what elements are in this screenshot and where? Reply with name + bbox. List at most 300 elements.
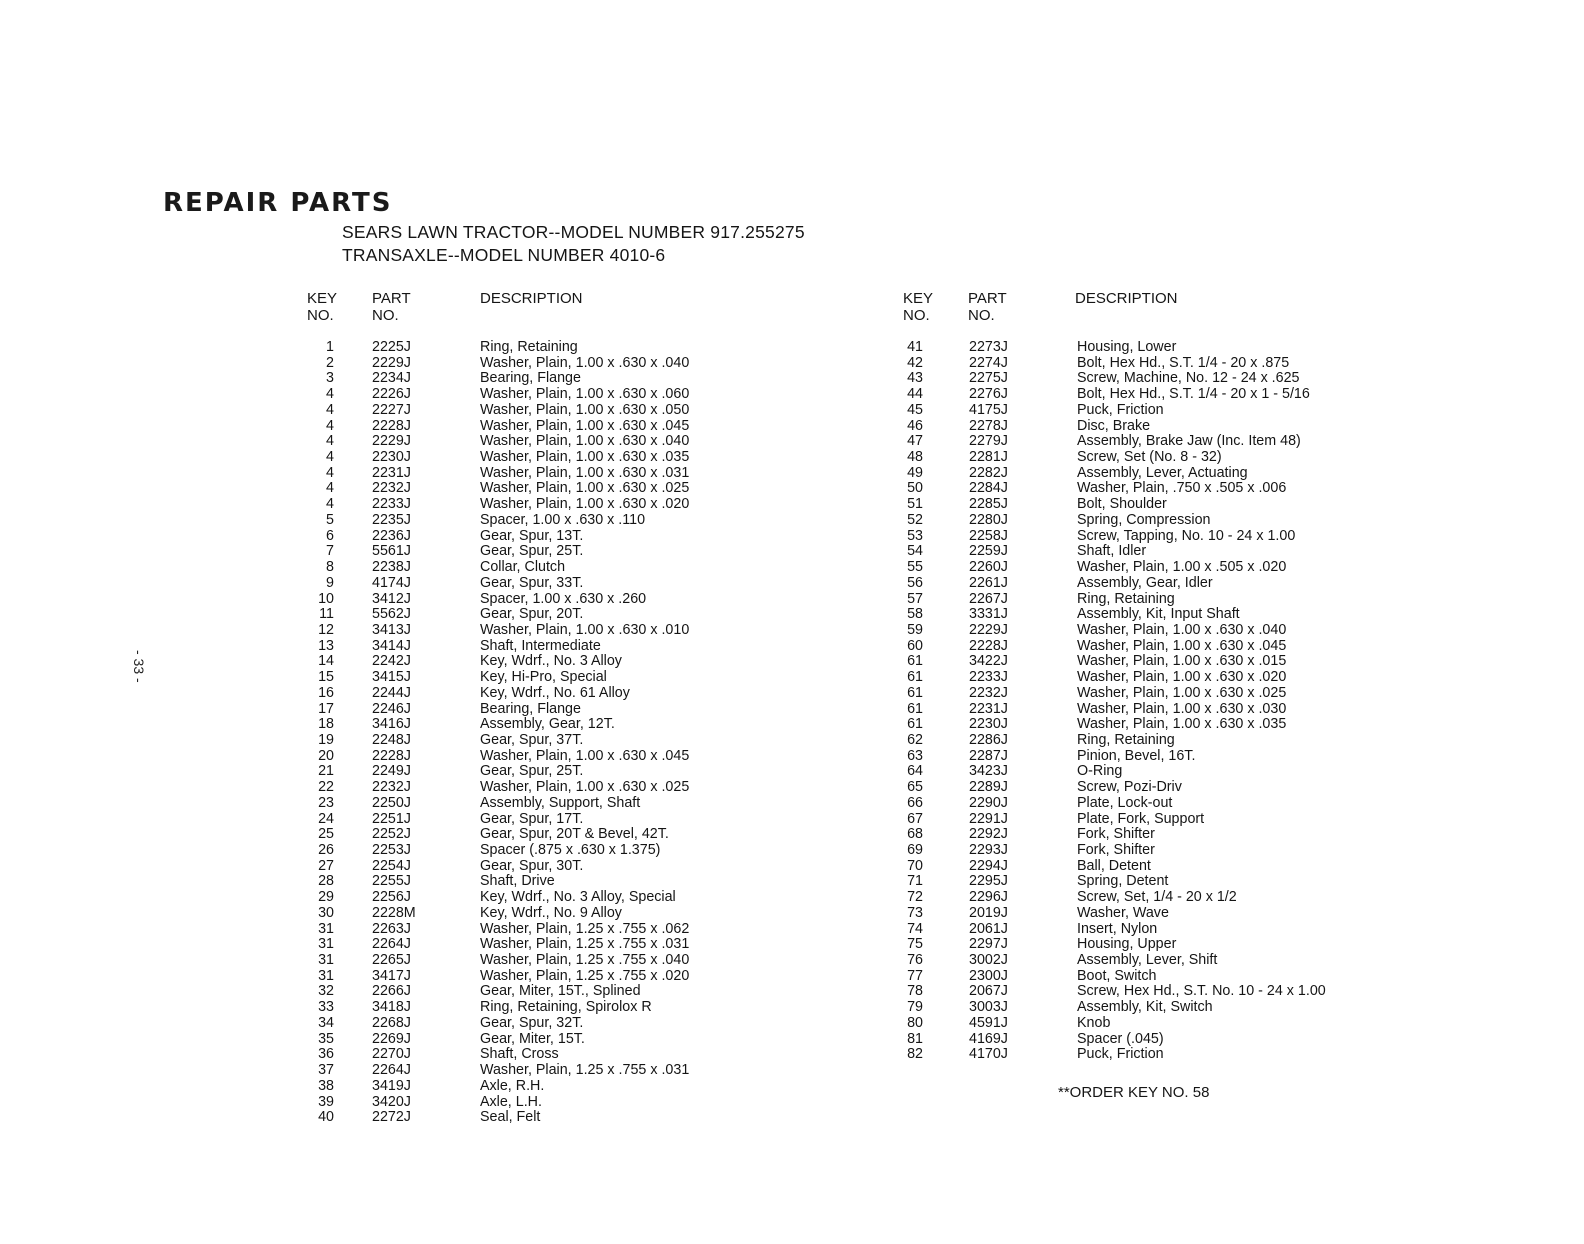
part-number: 2273J <box>969 339 1008 355</box>
part-number: 2275J <box>969 370 1008 387</box>
key-number: 59 <box>907 621 923 638</box>
key-number: 4 <box>326 480 334 497</box>
key-number: 14 <box>318 653 334 670</box>
key-header-line2: NO. <box>903 307 930 324</box>
key-number: 45 <box>907 401 923 418</box>
parts-row <box>905 702 1385 718</box>
key-number: 31 <box>318 936 334 953</box>
parts-row <box>310 403 760 419</box>
key-number: 66 <box>907 794 923 811</box>
part-description: Spacer (.045) <box>1077 1030 1164 1047</box>
parts-row <box>905 812 1385 828</box>
part-description: Key, Wdrf., No. 3 Alloy <box>480 653 622 670</box>
parts-row <box>905 906 1385 922</box>
part-number: 3413J <box>372 621 411 638</box>
key-number: 81 <box>907 1030 923 1047</box>
key-number: 26 <box>318 842 334 858</box>
key-number: 79 <box>907 999 923 1016</box>
parts-row <box>310 922 760 938</box>
key-number: 25 <box>318 826 334 843</box>
parts-row <box>310 623 760 639</box>
key-number: 77 <box>907 967 923 984</box>
part-number: 2254J <box>372 857 411 874</box>
parts-row <box>310 1063 760 1079</box>
key-number: 61 <box>907 700 923 717</box>
part-description: Gear, Spur, 25T. <box>480 763 584 780</box>
part-header-line2: NO. <box>968 307 995 324</box>
parts-row <box>310 702 760 718</box>
key-number: 46 <box>907 417 923 434</box>
parts-row <box>905 874 1385 890</box>
parts-row <box>310 481 760 497</box>
key-number: 33 <box>318 999 334 1016</box>
parts-row <box>905 544 1385 560</box>
part-description: Washer, Plain, 1.00 x .630 x .025 <box>480 779 690 796</box>
key-number: 20 <box>318 747 334 764</box>
key-number: 4 <box>326 433 334 450</box>
part-description: Screw, Set, 1/4 - 20 x 1/2 <box>1077 889 1237 906</box>
part-description: Washer, Plain, 1.00 x .630 x .040 <box>480 433 690 450</box>
part-number: 3423J <box>969 763 1008 780</box>
part-description: Washer, Plain, 1.00 x .630 x .035 <box>480 449 690 466</box>
part-number: 4170J <box>969 1046 1008 1063</box>
part-description: Washer, Plain, 1.00 x .630 x .040 <box>480 354 690 371</box>
parts-row <box>310 890 760 906</box>
parts-row <box>905 387 1385 403</box>
part-description: Axle, R.H. <box>480 1077 545 1094</box>
part-number: 2267J <box>969 590 1008 607</box>
part-number: 2259J <box>969 543 1008 560</box>
parts-row <box>905 497 1385 513</box>
key-number: 64 <box>907 763 923 780</box>
part-number: 2255J <box>372 873 411 890</box>
part-number: 2251J <box>372 810 411 827</box>
parts-row <box>905 371 1385 387</box>
key-number: 4 <box>326 496 334 513</box>
part-number: 4174J <box>372 574 411 591</box>
parts-row <box>310 419 760 435</box>
parts-row <box>310 827 760 843</box>
parts-row <box>310 953 760 969</box>
parts-row <box>905 984 1385 1000</box>
key-number: 13 <box>318 637 334 654</box>
key-number: 61 <box>907 669 923 686</box>
parts-row <box>905 403 1385 419</box>
part-description: Shaft, Intermediate <box>480 637 601 654</box>
parts-row <box>310 733 760 749</box>
part-number: 2244J <box>372 684 411 701</box>
key-number: 57 <box>907 590 923 607</box>
key-number: 62 <box>907 731 923 748</box>
parts-row <box>905 843 1385 859</box>
part-description: Spacer, 1.00 x .630 x .260 <box>480 590 647 607</box>
part-number: 2279J <box>969 433 1008 450</box>
part-description: Washer, Plain, 1.00 x .630 x .045 <box>1077 637 1287 654</box>
part-number: 4169J <box>969 1030 1008 1047</box>
part-number: 2250J <box>372 794 411 811</box>
left-description-header: DESCRIPTION <box>480 290 583 307</box>
key-number: 36 <box>318 1046 334 1063</box>
part-number: 2282J <box>969 464 1008 481</box>
parts-row <box>905 466 1385 482</box>
part-description: Disc, Brake <box>1077 417 1151 434</box>
part-description: Spring, Detent <box>1077 873 1169 890</box>
part-number: 2285J <box>969 496 1008 513</box>
part-description: Washer, Plain, 1.00 x .630 x .010 <box>480 621 690 638</box>
key-number: 60 <box>907 637 923 654</box>
key-number: 80 <box>907 1014 923 1031</box>
parts-row <box>310 576 760 592</box>
key-number: 4 <box>326 464 334 481</box>
parts-row <box>905 450 1385 466</box>
key-number: 10 <box>318 590 334 607</box>
part-number: 2230J <box>372 449 411 466</box>
parts-row <box>905 356 1385 372</box>
key-number: 19 <box>318 731 334 748</box>
parts-row <box>310 560 760 576</box>
key-number: 4 <box>326 417 334 434</box>
part-description: Plate, Lock-out <box>1077 794 1173 811</box>
part-description: Washer, Plain, 1.00 x .630 x .030 <box>1077 700 1287 717</box>
page-number: - 33 - <box>131 650 147 683</box>
part-number: 2297J <box>969 936 1008 953</box>
part-description: Gear, Miter, 15T., Splined <box>480 983 641 1000</box>
parts-row <box>310 639 760 655</box>
parts-row <box>310 371 760 387</box>
key-number: 38 <box>318 1077 334 1094</box>
parts-row <box>310 906 760 922</box>
key-number: 75 <box>907 936 923 953</box>
part-description: Spacer (.875 x .630 x 1.375) <box>480 842 661 858</box>
part-header-line1: PART <box>372 290 411 307</box>
part-number: 2278J <box>969 417 1008 434</box>
key-number: 37 <box>318 1062 334 1079</box>
part-number: 2287J <box>969 747 1008 764</box>
part-description: Shaft, Cross <box>480 1046 559 1063</box>
part-number: 2227J <box>372 401 411 418</box>
part-description: Ring, Retaining <box>480 339 578 355</box>
parts-row <box>905 1000 1385 1016</box>
part-number: 2300J <box>969 967 1008 984</box>
key-number: 56 <box>907 574 923 591</box>
part-number: 2272J <box>372 1109 411 1126</box>
part-number: 3417J <box>372 967 411 984</box>
part-description: Gear, Spur, 33T. <box>480 574 584 591</box>
parts-row <box>310 1047 760 1063</box>
key-number: 6 <box>326 527 334 544</box>
part-number: 2235J <box>372 511 411 528</box>
part-number: 2256J <box>372 889 411 906</box>
part-description: Bearing, Flange <box>480 700 581 717</box>
parts-row <box>905 434 1385 450</box>
part-number: 2228J <box>372 417 411 434</box>
key-number: 4 <box>326 449 334 466</box>
parts-row <box>905 796 1385 812</box>
key-number: 48 <box>907 449 923 466</box>
right-key-header <box>903 290 933 324</box>
part-description: Assembly, Brake Jaw (Inc. Item 48) <box>1077 433 1301 450</box>
parts-row <box>905 969 1385 985</box>
key-number: 7 <box>326 543 334 560</box>
key-number: 32 <box>318 983 334 1000</box>
part-description: Ring, Retaining <box>1077 731 1175 748</box>
part-description: Washer, Plain, 1.00 x .630 x .025 <box>1077 684 1287 701</box>
part-description: Washer, Plain, 1.00 x .630 x .020 <box>1077 669 1287 686</box>
part-description: Washer, Plain, 1.25 x .755 x .020 <box>480 967 690 984</box>
key-number: 27 <box>318 857 334 874</box>
part-description: Assembly, Lever, Actuating <box>1077 464 1248 481</box>
parts-row <box>310 984 760 1000</box>
part-number: 2280J <box>969 511 1008 528</box>
part-description: Washer, Plain, 1.00 x .630 x .015 <box>1077 653 1287 670</box>
parts-row <box>905 922 1385 938</box>
key-number: 61 <box>907 653 923 670</box>
part-number: 2233J <box>372 496 411 513</box>
part-description: Puck, Friction <box>1077 1046 1164 1063</box>
part-description: Gear, Spur, 30T. <box>480 857 584 874</box>
part-description: Key, Wdrf., No. 9 Alloy <box>480 904 622 921</box>
key-number: 5 <box>326 511 334 528</box>
parts-row <box>905 780 1385 796</box>
parts-row <box>310 859 760 875</box>
part-description: Pinion, Bevel, 16T. <box>1077 747 1196 764</box>
key-number: 72 <box>907 889 923 906</box>
key-number: 4 <box>326 386 334 403</box>
part-number: 2284J <box>969 480 1008 497</box>
parts-row <box>905 953 1385 969</box>
part-description: Washer, Plain, .750 x .505 x .006 <box>1077 480 1287 497</box>
part-number: 2225J <box>372 339 411 355</box>
part-description: Screw, Hex Hd., S.T. No. 10 - 24 x 1.00 <box>1077 983 1326 1000</box>
key-number: 23 <box>318 794 334 811</box>
part-number: 2230J <box>969 716 1008 733</box>
part-number: 2293J <box>969 842 1008 858</box>
parts-row <box>310 764 760 780</box>
part-description: Washer, Plain, 1.00 x .630 x .035 <box>1077 716 1287 733</box>
parts-row <box>310 780 760 796</box>
key-number: 35 <box>318 1030 334 1047</box>
part-number: 2228J <box>372 747 411 764</box>
parts-row <box>905 513 1385 529</box>
part-number: 2264J <box>372 1062 411 1079</box>
part-description: O-Ring <box>1077 763 1123 780</box>
part-description: Knob <box>1077 1014 1111 1031</box>
part-description: Housing, Upper <box>1077 936 1177 953</box>
key-number: 18 <box>318 716 334 733</box>
part-number: 3002J <box>969 952 1008 969</box>
key-number: 52 <box>907 511 923 528</box>
key-number: 58 <box>907 606 923 623</box>
part-number: 2067J <box>969 983 1008 1000</box>
parts-row <box>905 717 1385 733</box>
key-header-line1: KEY <box>307 290 338 307</box>
part-description: Assembly, Kit, Input Shaft <box>1077 606 1240 623</box>
parts-row <box>905 733 1385 749</box>
part-header-line1: PART <box>968 290 1007 307</box>
left-part-header <box>372 290 411 324</box>
key-number: 63 <box>907 747 923 764</box>
part-number: 2226J <box>372 386 411 403</box>
part-number: 5561J <box>372 543 411 560</box>
right-description-header: DESCRIPTION <box>1075 290 1178 307</box>
part-description: Bolt, Shoulder <box>1077 496 1167 513</box>
part-number: 3420J <box>372 1093 411 1110</box>
part-description: Washer, Plain, 1.00 x .630 x .050 <box>480 401 690 418</box>
key-number: 73 <box>907 904 923 921</box>
key-number: 55 <box>907 559 923 576</box>
part-number: 4175J <box>969 401 1008 418</box>
key-number: 31 <box>318 952 334 969</box>
parts-row <box>310 812 760 828</box>
parts-row <box>310 1110 760 1126</box>
part-description: Seal, Felt <box>480 1109 541 1126</box>
part-number: 2231J <box>969 700 1008 717</box>
left-key-header <box>307 290 337 324</box>
part-number: 2249J <box>372 763 411 780</box>
part-number: 5562J <box>372 606 411 623</box>
part-number: 2229J <box>372 354 411 371</box>
key-number: 11 <box>319 606 334 623</box>
part-number: 4591J <box>969 1014 1008 1031</box>
key-number: 61 <box>907 716 923 733</box>
part-number: 2233J <box>969 669 1008 686</box>
part-description: Washer, Plain, 1.00 x .630 x .045 <box>480 747 690 764</box>
part-description: Axle, L.H. <box>480 1093 542 1110</box>
parts-row <box>905 859 1385 875</box>
part-number: 2229J <box>372 433 411 450</box>
part-description: Gear, Spur, 25T. <box>480 543 584 560</box>
parts-row <box>905 529 1385 545</box>
part-description: Gear, Spur, 13T. <box>480 527 584 544</box>
part-description: Washer, Plain, 1.25 x .755 x .031 <box>480 1062 690 1079</box>
parts-row <box>310 749 760 765</box>
parts-row <box>905 560 1385 576</box>
parts-row <box>310 544 760 560</box>
part-number: 3414J <box>372 637 411 654</box>
part-description: Assembly, Support, Shaft <box>480 794 641 811</box>
key-number: 50 <box>907 480 923 497</box>
part-description: Washer, Plain, 1.00 x .630 x .020 <box>480 496 690 513</box>
key-number: 31 <box>318 920 334 937</box>
part-description: Gear, Miter, 15T. <box>480 1030 585 1047</box>
parts-row <box>310 497 760 513</box>
part-description: Washer, Plain, 1.00 x .505 x .020 <box>1077 559 1287 576</box>
parts-row <box>905 937 1385 953</box>
part-description: Shaft, Idler <box>1077 543 1147 560</box>
parts-row <box>905 419 1385 435</box>
part-number: 2231J <box>372 464 411 481</box>
key-number: 44 <box>907 386 923 403</box>
part-number: 2232J <box>372 480 411 497</box>
parts-row <box>905 340 1385 356</box>
key-number: 53 <box>907 527 923 544</box>
parts-row <box>310 1032 760 1048</box>
part-number: 2261J <box>969 574 1008 591</box>
key-number: 9 <box>326 574 334 591</box>
key-number: 8 <box>326 559 334 576</box>
parts-row <box>310 450 760 466</box>
parts-row <box>905 639 1385 655</box>
parts-row <box>905 576 1385 592</box>
key-number: 54 <box>907 543 923 560</box>
part-description: Assembly, Kit, Switch <box>1077 999 1213 1016</box>
parts-row <box>310 874 760 890</box>
key-number: 51 <box>907 496 923 513</box>
key-number: 43 <box>907 370 923 387</box>
part-number: 2228J <box>969 637 1008 654</box>
key-header-line2: NO. <box>307 307 334 324</box>
part-description: Washer, Plain, 1.25 x .755 x .040 <box>480 952 690 969</box>
part-description: Washer, Plain, 1.00 x .630 x .040 <box>1077 621 1287 638</box>
part-number: 2269J <box>372 1030 411 1047</box>
parts-row <box>905 623 1385 639</box>
part-number: 2286J <box>969 731 1008 748</box>
part-description: Screw, Pozi-Driv <box>1077 779 1182 796</box>
part-number: 2242J <box>372 653 411 670</box>
part-number: 2290J <box>969 794 1008 811</box>
parts-row <box>310 592 760 608</box>
part-description: Plate, Fork, Support <box>1077 810 1205 827</box>
part-description: Assembly, Lever, Shift <box>1077 952 1218 969</box>
part-description: Shaft, Drive <box>480 873 555 890</box>
part-description: Gear, Spur, 20T & Bevel, 42T. <box>480 826 669 843</box>
part-number: 2270J <box>372 1046 411 1063</box>
parts-row <box>905 1047 1385 1063</box>
parts-row <box>905 670 1385 686</box>
part-description: Washer, Plain, 1.00 x .630 x .060 <box>480 386 690 403</box>
part-description: Fork, Shifter <box>1077 842 1155 858</box>
parts-row <box>905 890 1385 906</box>
part-header-line2: NO. <box>372 307 399 324</box>
key-number: 15 <box>318 669 334 686</box>
part-description: Washer, Plain, 1.25 x .755 x .062 <box>480 920 690 937</box>
parts-list-right <box>905 340 1385 1063</box>
key-number: 40 <box>318 1109 334 1126</box>
key-number: 12 <box>318 621 334 638</box>
parts-row <box>905 827 1385 843</box>
transaxle-model-title: TRANSAXLE--MODEL NUMBER 4010-6 <box>342 245 666 265</box>
part-number: 3422J <box>969 653 1008 670</box>
tractor-model-title: SEARS LAWN TRACTOR--MODEL NUMBER 917.255275 <box>342 222 805 242</box>
part-number: 2229J <box>969 621 1008 638</box>
right-part-header <box>968 290 1007 324</box>
part-number: 2232J <box>372 779 411 796</box>
part-description: Ring, Retaining, Spirolox R <box>480 999 652 1016</box>
parts-row <box>310 670 760 686</box>
key-number: 47 <box>907 433 923 450</box>
key-number: 76 <box>907 952 923 969</box>
parts-row <box>905 592 1385 608</box>
part-number: 3415J <box>372 669 411 686</box>
key-number: 71 <box>907 873 923 890</box>
part-description: Screw, Tapping, No. 10 - 24 x 1.00 <box>1077 527 1296 544</box>
key-number: 61 <box>907 684 923 701</box>
part-description: Gear, Spur, 20T. <box>480 606 584 623</box>
part-number: 2281J <box>969 449 1008 466</box>
part-description: Puck, Friction <box>1077 401 1164 418</box>
part-description: Assembly, Gear, 12T. <box>480 716 615 733</box>
parts-row <box>310 434 760 450</box>
part-number: 2246J <box>372 700 411 717</box>
parts-row <box>310 607 760 623</box>
key-number: 49 <box>907 464 923 481</box>
part-description: Washer, Plain, 1.00 x .630 x .031 <box>480 464 690 481</box>
key-number: 2 <box>326 354 334 371</box>
key-number: 41 <box>907 339 923 355</box>
parts-row <box>310 654 760 670</box>
part-number: 2263J <box>372 920 411 937</box>
part-number: 2258J <box>969 527 1008 544</box>
